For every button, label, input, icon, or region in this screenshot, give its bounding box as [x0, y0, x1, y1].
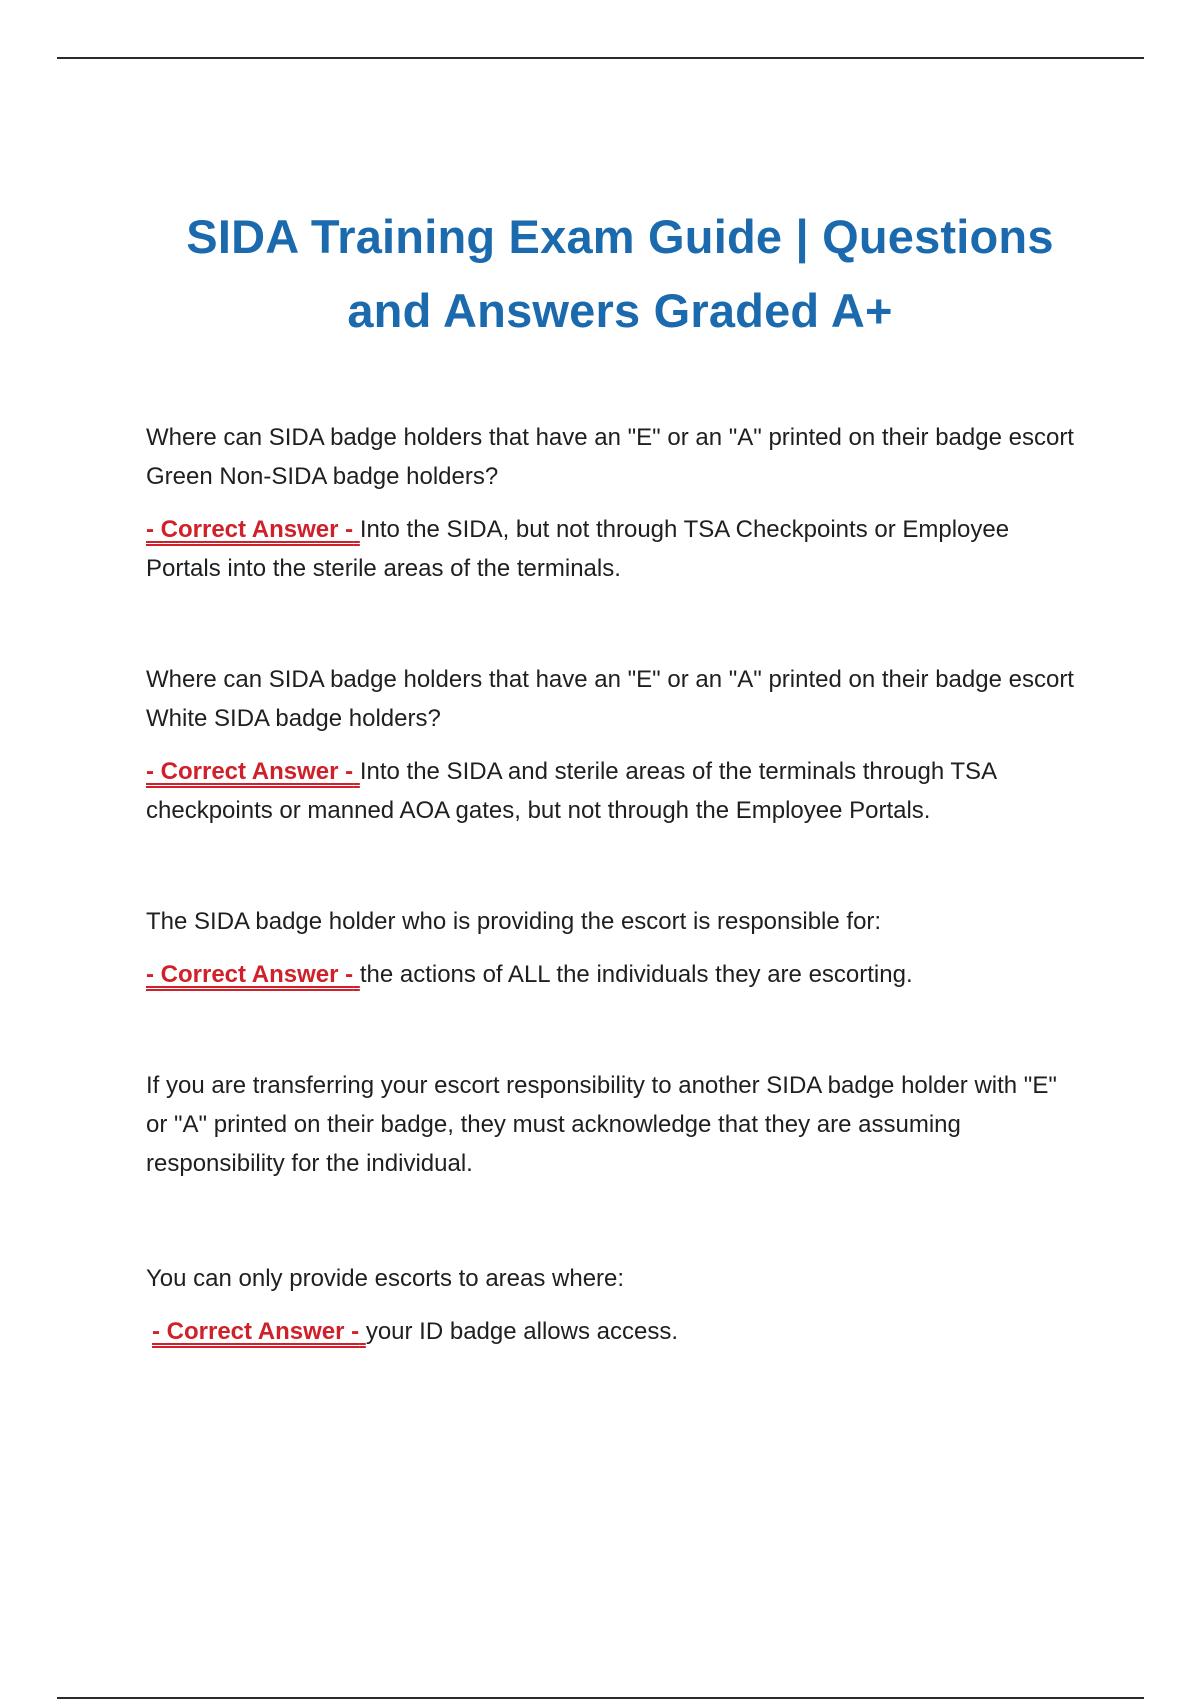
- top-rule: [57, 57, 1144, 59]
- answer-text: Into the SIDA, but not through TSA Checkpoints or Employee Portals into the sterile areas of the terminals.: [146, 516, 1010, 582]
- qa-list: [146, 418, 1076, 1351]
- question-text: You can only provide escorts to areas where:: [146, 1265, 625, 1292]
- correct-answer-label: - Correct Answer -: [146, 961, 354, 988]
- answer-text: your ID badge allows access.: [365, 1318, 678, 1345]
- correct-answer-label: - Correct Answer -: [146, 758, 354, 785]
- statement-item: [146, 1066, 1076, 1183]
- correct-answer-label: - Correct Answer -: [146, 516, 354, 543]
- bottom-rule: [57, 1697, 1144, 1699]
- question-text: Where can SIDA badge holders that have an "E" or an "A" printed on their badge escort Green Non-SIDA badge holders?: [146, 424, 1074, 490]
- document-title: SIDA Training Exam Guide | Questions and Answers Graded A+: [186, 210, 1054, 337]
- qa-item: [146, 1259, 1076, 1351]
- answer: [146, 510, 1076, 588]
- answer-text: the actions of ALL the individuals they are escorting.: [359, 961, 913, 988]
- question-text: The SIDA badge holder who is providing the escort is responsible for:: [146, 908, 882, 935]
- statement-text: If you are transferring your escort responsibility to another SIDA badge holder with "E" or "A" printed on their badge, they must acknowledge that they are assuming responsibility for the individual.: [146, 1072, 1057, 1177]
- answer: [146, 1312, 1076, 1351]
- answer: [146, 955, 1076, 994]
- correct-answer-label: - Correct Answer -: [152, 1318, 360, 1345]
- qa-item: [146, 660, 1076, 830]
- qa-item: [146, 418, 1076, 588]
- qa-item: [146, 902, 1076, 994]
- answer: [146, 752, 1076, 830]
- question-text: Where can SIDA badge holders that have an "E" or an "A" printed on their badge escort White SIDA badge holders?: [146, 666, 1074, 732]
- answer-text: Into the SIDA and sterile areas of the terminals through TSA checkpoints or manned AOA gates, but not through the Employee Portals.: [146, 758, 996, 824]
